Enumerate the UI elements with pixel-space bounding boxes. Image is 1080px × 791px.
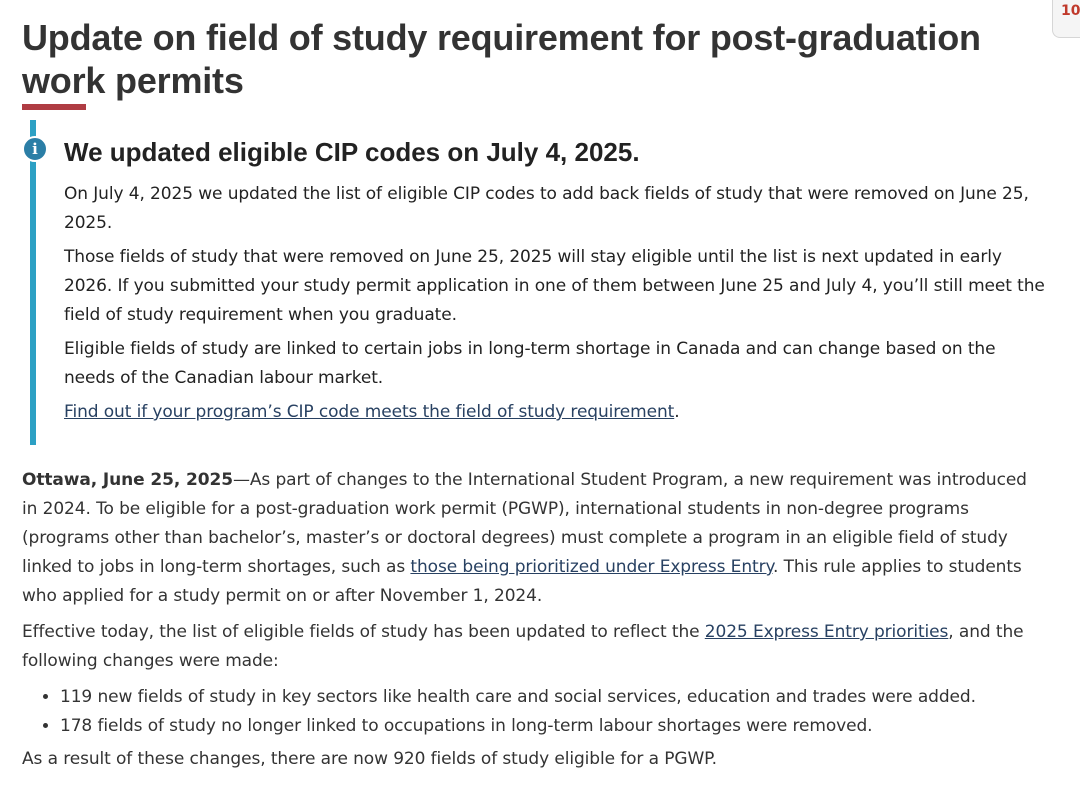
body-paragraph-2: Effective today, the list of eligible fields of study has been updated to reflect the 2025 Express Entry priorities, and the following changes were made: [22, 622, 1024, 671]
express-entry-priority-link[interactable]: those being prioritized under Express Entry [410, 557, 773, 577]
news-body [22, 466, 1047, 781]
dateline: Ottawa, June 25, 2025 [22, 470, 233, 490]
alert-paragraph-1: On July 4, 2025 we updated the list of eligible CIP codes to add back fields of study that were removed on June 25, 2025. [64, 184, 1029, 233]
body-paragraph-1: Ottawa, June 25, 2025—As part of changes to the International Student Program, a new requirement was introduced in 2024. To be eligible for a post-graduation work permit (PGWP), international students in non-degree programs (programs other than bachelor’s, master’s or doctoral degrees) must complete a program in an eligible field of study linked to jobs in long-term shortages, such as those being prioritized under Express Entry. This rule applies to students who applied for a study permit on or after November 1, 2024. [22, 470, 1027, 606]
alert-title: We updated eligible CIP codes on July 4, 2025. [64, 137, 640, 167]
alert-body [64, 180, 1049, 432]
list-item: • 178 fields of study no longer linked to occupations in long-term labour shortages were removed. [60, 712, 1047, 741]
body-paragraph-3: As a result of these changes, there are now 920 fields of study eligible for a PGWP. [22, 749, 717, 769]
link-suffix: . [674, 402, 680, 422]
info-alert [22, 120, 1052, 445]
changes-list [22, 683, 1047, 741]
cip-code-link[interactable]: Find out if your program’s CIP code meets the field of study requirement [64, 402, 675, 422]
alert-paragraph-2: Those fields of study that were removed on June 25, 2025 will stay eligible until the list is next updated in early 2026. If you submitted your study permit application in one of them between June 25 and July 4, you’ll still meet the field of study requirement when you graduate. [64, 247, 1045, 325]
express-entry-2025-priorities-link[interactable]: 2025 Express Entry priorities [704, 622, 949, 642]
alert-paragraph-3: Eligible fields of study are linked to certain jobs in long-term shortage in Canada and can change based on the needs of the Canadian labour market. [64, 339, 996, 388]
title-underline [22, 104, 86, 110]
alert-paragraph-link [64, 398, 1049, 427]
list-item: • 119 new fields of study in key sectors like health care and social services, education and trades were added. [60, 683, 1047, 712]
page-title: Update on field of study requirement for post-graduation work permits [22, 17, 981, 101]
corner-widget[interactable]: 10 [1052, 0, 1080, 38]
alert-left-border [30, 120, 36, 445]
info-icon: i [22, 136, 48, 162]
